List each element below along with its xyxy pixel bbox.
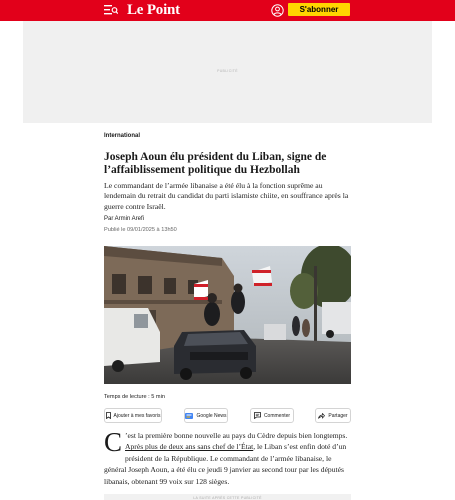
article-body (104, 427, 352, 487)
article-category[interactable]: International (104, 133, 141, 139)
article-actions (104, 408, 351, 423)
article-body-text-2: , le Liban s’est enfin doté d’un président de la République. Le commandant de l’armée libanaise, le général Joseph Aoun, a été élu ce jeudi 9 janvier au second tour par les députés libanais, obtenant 99 voix sur 128 sièges. (104, 442, 347, 486)
add-to-favorites-label: Ajouter à mes favoris (113, 412, 161, 419)
comment-button[interactable] (250, 408, 294, 423)
menu-search-icon[interactable] (104, 4, 118, 16)
comment-label: Commenter (263, 412, 291, 419)
account-icon[interactable] (271, 4, 284, 17)
share-icon (318, 413, 325, 419)
article-body-text-1: ’est la première bonne nouvelle au pays du Cèdre depuis bien longtemps. (125, 431, 348, 440)
top-navigation-bar (0, 0, 455, 21)
google-news-label: Google News (196, 412, 227, 419)
article-title: Joseph Aoun élu président du Liban, signe de l’affaiblissement politique du Hezbollah (104, 151, 327, 176)
google-news-icon (185, 413, 193, 419)
article-publish-date: Publié le 09/01/2025 à 13h50 (104, 227, 177, 233)
ad-banner-top (23, 21, 432, 123)
ad-banner-inline (104, 494, 351, 500)
subscribe-button[interactable]: S'abonner (288, 3, 350, 16)
share-button[interactable] (315, 408, 351, 423)
bookmark-icon (106, 412, 111, 419)
article-author[interactable]: Par Armin Arefi (104, 216, 145, 222)
share-label: Partager (328, 412, 348, 419)
reading-time: Temps de lecture : 5 min (104, 394, 165, 400)
article-inline-link[interactable]: Après plus de deux ans sans chef de l’État (125, 442, 254, 452)
article-main-photo[interactable] (104, 246, 351, 384)
article-dropcap: C (104, 427, 123, 457)
google-news-button[interactable] (184, 408, 228, 423)
ad-after-label: LA SUITE APRÈS CETTE PUBLICITÉ (193, 496, 262, 500)
add-to-favorites-button[interactable] (104, 408, 162, 423)
ad-label: PUBLICITÉ (217, 69, 238, 73)
article-photo-illustration (104, 246, 351, 384)
comment-icon (254, 412, 261, 419)
article-lead: Le commandant de l’armée libanaise a été élu à la fonction suprême au lendemain du retrait du candidat du parti islamiste chiite, en souffrance après la guerre contre Israël. (104, 181, 349, 211)
site-logo[interactable]: Le Point (127, 2, 180, 18)
